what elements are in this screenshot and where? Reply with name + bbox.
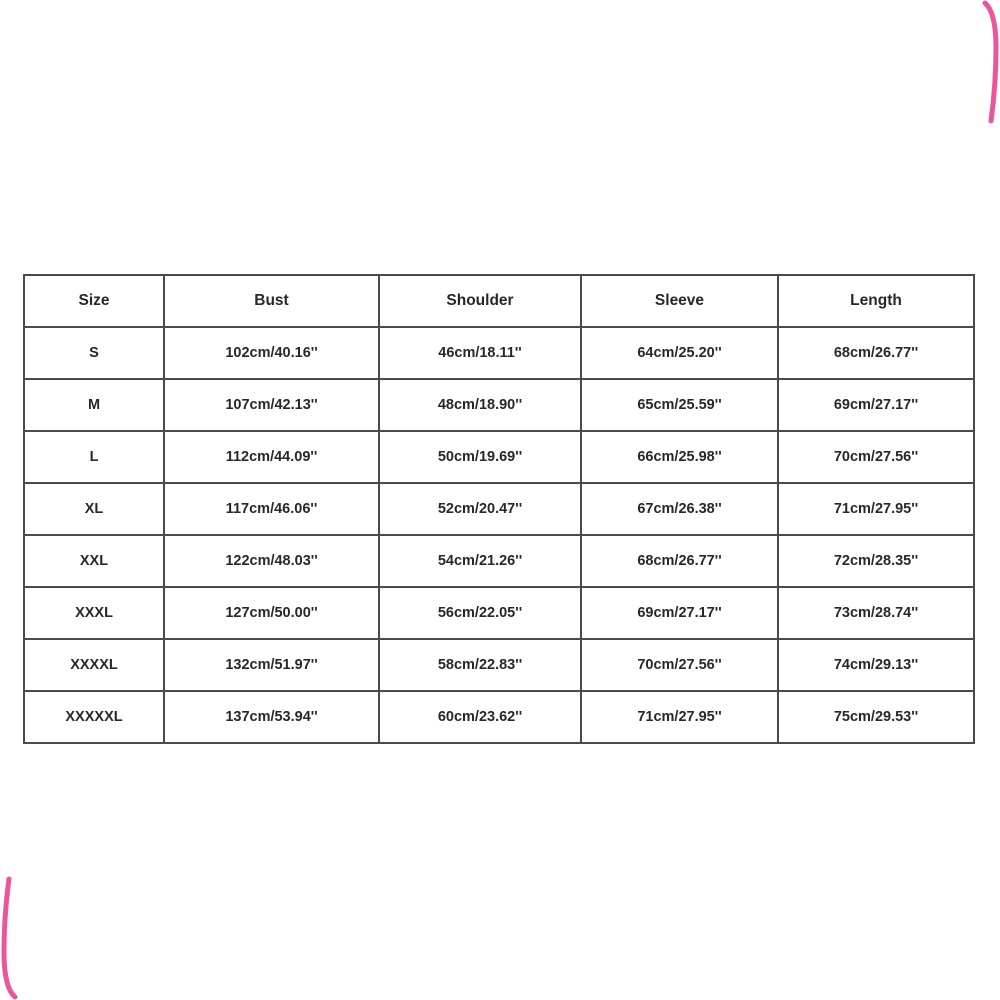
column-header: Bust: [164, 275, 379, 327]
table-row: [24, 379, 974, 431]
measurement-cell: 71cm/27.95'': [581, 691, 778, 743]
measurement-cell: 75cm/29.53'': [778, 691, 974, 743]
measurement-cell: 70cm/27.56'': [778, 431, 974, 483]
measurement-cell: 132cm/51.97'': [164, 639, 379, 691]
measurement-cell: 46cm/18.11'': [379, 327, 581, 379]
size-label-cell: M: [24, 379, 164, 431]
measurement-cell: 58cm/22.83'': [379, 639, 581, 691]
table-row: [24, 639, 974, 691]
measurement-cell: 56cm/22.05'': [379, 587, 581, 639]
measurement-cell: 54cm/21.26'': [379, 535, 581, 587]
measurement-cell: 70cm/27.56'': [581, 639, 778, 691]
pink-corner-swoosh-bottom-left: [0, 876, 22, 1000]
measurement-cell: 66cm/25.98'': [581, 431, 778, 483]
size-label-cell: XXXL: [24, 587, 164, 639]
measurement-cell: 71cm/27.95'': [778, 483, 974, 535]
measurement-cell: 127cm/50.00'': [164, 587, 379, 639]
table-row: [24, 483, 974, 535]
size-label-cell: XXXXL: [24, 639, 164, 691]
measurement-cell: 60cm/23.62'': [379, 691, 581, 743]
measurement-cell: 137cm/53.94'': [164, 691, 379, 743]
measurement-cell: 67cm/26.38'': [581, 483, 778, 535]
column-header: Length: [778, 275, 974, 327]
measurement-cell: 65cm/25.59'': [581, 379, 778, 431]
measurement-cell: 73cm/28.74'': [778, 587, 974, 639]
measurement-cell: 69cm/27.17'': [581, 587, 778, 639]
table-row: [24, 691, 974, 743]
measurement-cell: 69cm/27.17'': [778, 379, 974, 431]
header-row: [24, 275, 974, 327]
pink-corner-swoosh-top-right: [978, 0, 1000, 124]
size-label-cell: XXL: [24, 535, 164, 587]
measurement-cell: 102cm/40.16'': [164, 327, 379, 379]
size-label-cell: XL: [24, 483, 164, 535]
column-header: Shoulder: [379, 275, 581, 327]
table-row: [24, 587, 974, 639]
size-chart-table: [23, 274, 975, 744]
measurement-cell: 68cm/26.77'': [581, 535, 778, 587]
measurement-cell: 74cm/29.13'': [778, 639, 974, 691]
column-header: Size: [24, 275, 164, 327]
column-header: Sleeve: [581, 275, 778, 327]
size-label-cell: XXXXXL: [24, 691, 164, 743]
measurement-cell: 64cm/25.20'': [581, 327, 778, 379]
table-row: [24, 327, 974, 379]
measurement-cell: 122cm/48.03'': [164, 535, 379, 587]
measurement-cell: 112cm/44.09'': [164, 431, 379, 483]
measurement-cell: 72cm/28.35'': [778, 535, 974, 587]
measurement-cell: 52cm/20.47'': [379, 483, 581, 535]
measurement-cell: 50cm/19.69'': [379, 431, 581, 483]
measurement-cell: 48cm/18.90'': [379, 379, 581, 431]
measurement-cell: 107cm/42.13'': [164, 379, 379, 431]
size-label-cell: L: [24, 431, 164, 483]
measurement-cell: 117cm/46.06'': [164, 483, 379, 535]
measurement-cell: 68cm/26.77'': [778, 327, 974, 379]
table-row: [24, 535, 974, 587]
table-row: [24, 431, 974, 483]
size-label-cell: S: [24, 327, 164, 379]
